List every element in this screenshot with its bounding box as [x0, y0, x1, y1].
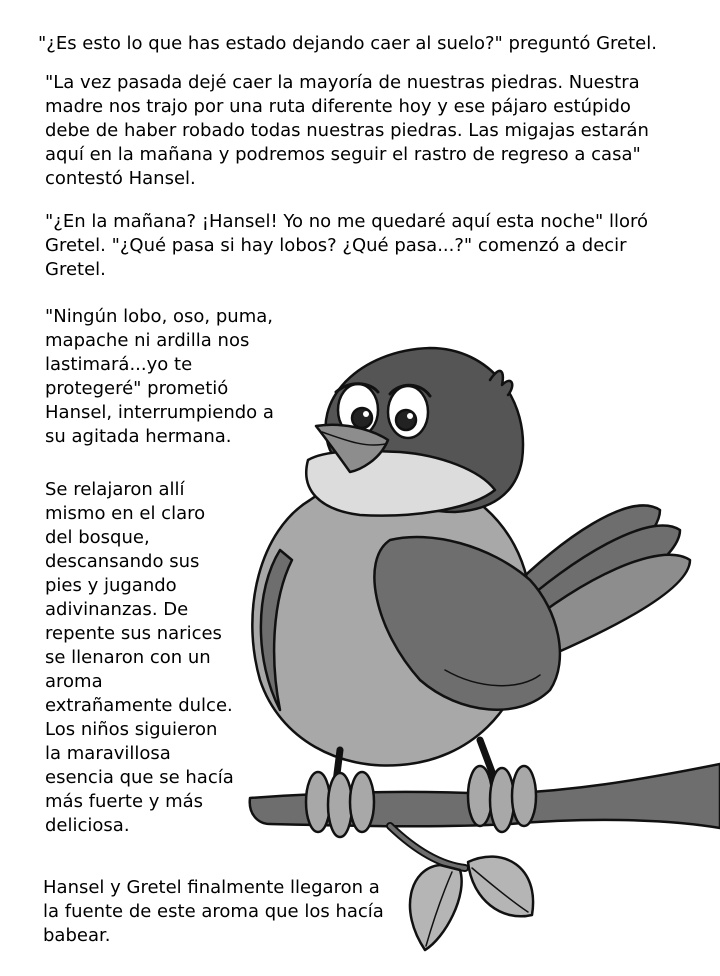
paragraph-hansel-promise: "Ningún lobo, oso, puma, mapache ni ardilla nos lastimará...yo te protegeré" prometió Hansel, interrumpiendo a su agitada hermana.: [45, 306, 274, 447]
leaves-icon: [410, 857, 533, 950]
paragraph-forest-rest: Se relajaron allí mismo en el claro del bosque, descansando sus pies y jugando adivinanzas. De repente sus narices se llenaron con un aroma extrañamente dulce. Los niños siguieron la maravillosa esencia que se hacía más fuerte y más deliciosa.: [45, 479, 234, 836]
paragraph-hansel-answer: "La vez pasada dejé caer la mayoría de nuestras piedras. Nuestra madre nos trajo por una ruta diferente hoy y ese pájaro estúpido debe de haber robado todas nuestras piedras. Las migajas estarán aquí en la mañana y podremos seguir el rastro de regreso a casa" contestó Hansel.: [45, 72, 649, 189]
paragraph-gretel-cry: "¿En la mañana? ¡Hansel! Yo no me quedaré aquí esta noche" lloró Gretel. "¿Qué pasa si hay lobos? ¿Qué pasa...?" comenzó a decir Gretel.: [45, 211, 649, 280]
paragraph-arrival: Hansel y Gretel finalmente llegaron a la fuente de este aroma que los hacía babear.: [43, 877, 384, 946]
bird-on-branch-illustration: [240, 340, 720, 976]
paragraph-gretel-question: "¿Es esto lo que has estado dejando caer al suelo?" preguntó Gretel.: [38, 33, 657, 54]
